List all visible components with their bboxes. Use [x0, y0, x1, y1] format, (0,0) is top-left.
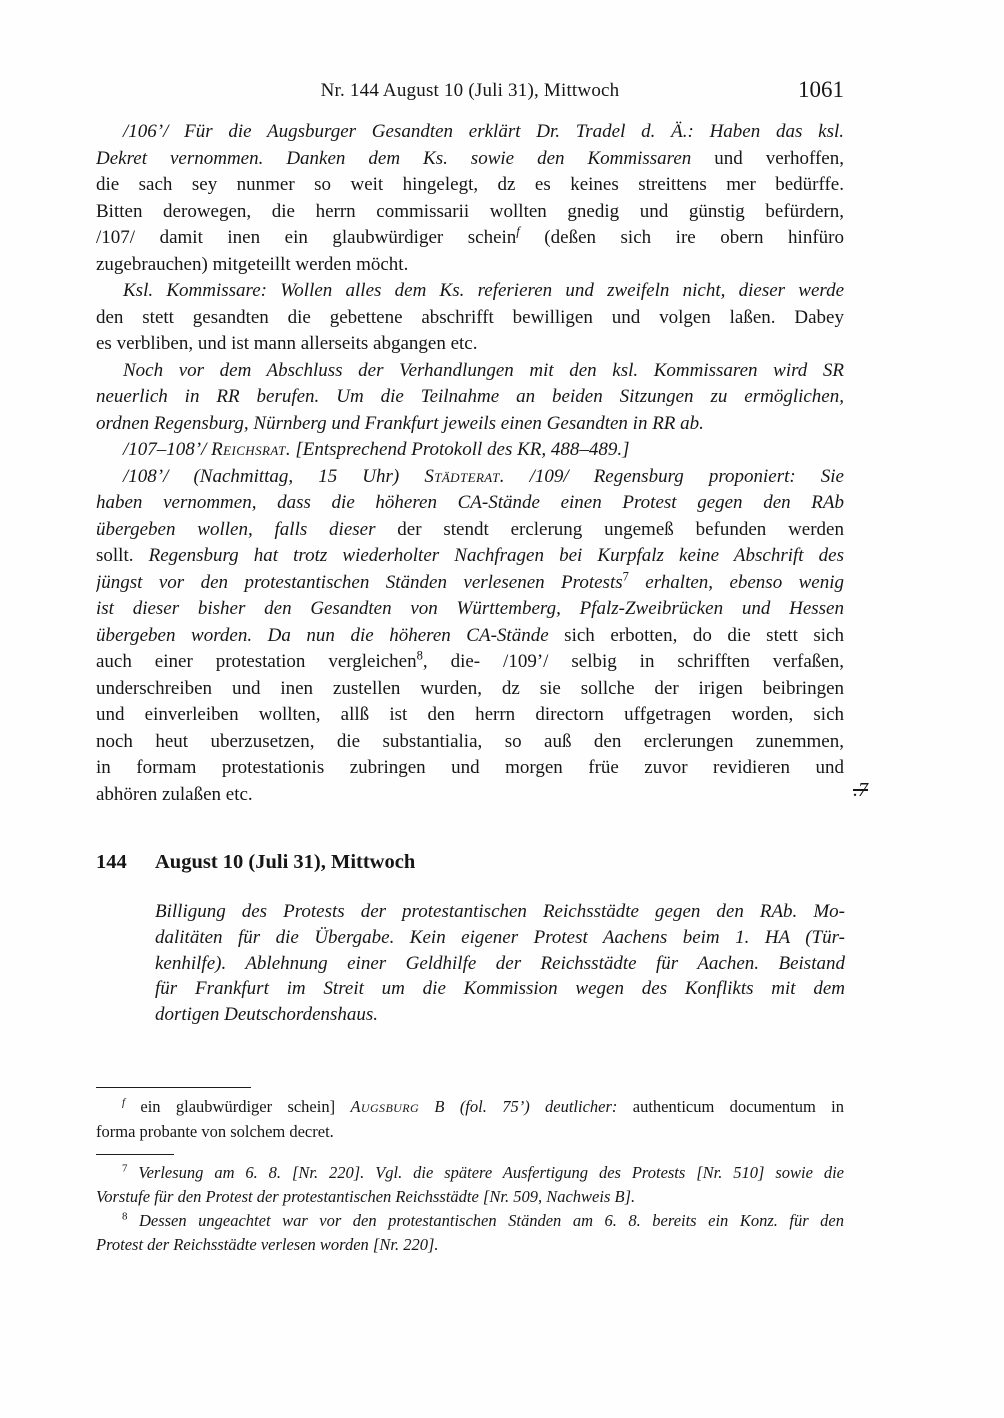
body-text-line [96, 649, 844, 676]
text-segment: B (fol. 75’) deutlicher: [419, 1097, 618, 1116]
body-text-line [96, 437, 844, 464]
marginal-crossed-seven-mark: .7 [853, 779, 868, 801]
text-segment: Dekret vernommen. Danken dem Ks. sowie den Kommissaren [96, 147, 692, 169]
text-segment: jüngst vor den protestantischen Ständen verlesenen Protests [96, 571, 623, 593]
text-segment: Noch vor dem Abschluss der Verhandlungen mit den ksl. Kommissaren wird SR [123, 359, 844, 381]
text-segment: noch heut uberzusetzen, die substantialia, so auß den erclerungen zunemmen, [96, 730, 844, 752]
page-number: 1061 [798, 77, 844, 102]
body-text-line [96, 358, 844, 385]
text-segment: zugebrauchen) mitgeteillt werden möcht. [96, 253, 409, 275]
body-text-line [96, 464, 844, 491]
text-segment: dalitäten für die Übergabe. Kein eigener Protest Aachens beim 1. HA (Tür- [155, 926, 845, 948]
text-segment: , die- /109’/ selbig in schrifften verfaßen, [422, 651, 844, 672]
text-segment: /107/ damit inen ein glaubwürdiger schein [96, 227, 517, 248]
summary-line [155, 925, 845, 951]
text-segment: forma probante von solchem decret. [96, 1121, 334, 1141]
commentary-footnote-line [96, 1233, 844, 1257]
body-text-line [96, 676, 844, 703]
body-text-line [96, 146, 844, 173]
body-text-line [96, 729, 844, 756]
body-text-line [96, 702, 844, 729]
text-segment: übergeben wollen, falls dieser [96, 518, 376, 540]
text-segment: 8 [416, 649, 423, 663]
summary-line [155, 899, 845, 925]
body-text-line [96, 331, 844, 358]
text-segment: (deßen sich ire obern hinfüro [519, 227, 844, 248]
main-text-block [96, 119, 844, 808]
text-segment: Protest der Reichsstädte verlesen worden [Nr. 220]. [96, 1235, 439, 1254]
section-number: 144 [96, 851, 127, 873]
text-segment: übergeben worden. Da nun die höheren CA-Stände [96, 624, 549, 646]
text-segment: Ksl. Kommissare: Wollen alles dem Ks. referieren und zweifeln nicht, dieser werde [123, 280, 844, 301]
body-text-line [96, 225, 844, 252]
text-segment: 7 [622, 569, 629, 584]
text-segment: für Frankfurt im Streit um die Kommission wegen des Konflikts mit dem [155, 978, 845, 1000]
text-segment: 8 [122, 1210, 128, 1223]
commentary-footnote-line [96, 1185, 844, 1209]
text-segment: in formam protestationis zubringen und morgen früe zuvor revidieren und [96, 757, 844, 778]
commentary-footnote-line [96, 1209, 844, 1233]
text-segment: sollt. [96, 545, 149, 566]
text-segment: erhalten, ebenso wenig [628, 571, 844, 593]
body-text-line [96, 755, 844, 782]
text-segment: Städterat [424, 465, 500, 487]
text-segment [127, 1211, 139, 1230]
text-segment: Billigung des Protests der protestantischen Reichsstädte gegen den RAb. Mo- [155, 901, 845, 922]
text-segment: auch einer protestation vergleichen [96, 651, 417, 672]
commentary-footnote-block [96, 1161, 844, 1257]
text-segment: sich erbotten, do die stett sich [548, 624, 844, 646]
text-segment: der stendt erclerung ungemeß befunden werden [375, 518, 844, 540]
running-header-title: Nr. 144 August 10 (Juli 31), Mittwoch [320, 80, 620, 101]
text-segment: /106’/ Für die Augsburger Gesandten erklärt Dr. Tradel d. Ä.: Haben das ksl. [123, 121, 844, 142]
body-text-line [96, 305, 844, 332]
text-segment: /108’/ (Nachmittag, 15 Uhr) [123, 465, 425, 487]
text-segment: Dessen ungeachtet war vor den protestantischen Ständen am 6. 8. bereits ein Konz. für den [138, 1211, 844, 1230]
text-segment: Regensburg hat trotz wiederholter Nachfragen bei Kurpfalz keine Abschrift des [148, 545, 844, 566]
apparatus-separator-rule [96, 1087, 251, 1088]
commentary-separator-rule [96, 1154, 174, 1155]
section-summary-block [155, 899, 845, 1028]
text-segment: den stett gesandten die gebettene abschrifft bewilligen und volgen laßen. Dabey [96, 306, 844, 328]
text-segment: haben vernommen, dass die höheren CA-Stände einen Protest gegen den RAb [96, 492, 844, 513]
text-segment: . /109/ Regensburg proponiert: Sie [499, 465, 844, 487]
body-text-line [96, 490, 844, 517]
commentary-footnote-line [96, 1161, 844, 1185]
text-segment: abhören zulaßen etc. [96, 783, 253, 805]
section-title: August 10 (Juli 31), Mittwoch [155, 851, 416, 873]
text-segment: dortigen Deutschordenshaus. [155, 1004, 379, 1026]
body-text-line [96, 517, 844, 544]
apparatus-footnote-line [96, 1095, 844, 1120]
text-segment: neuerlich in RR berufen. Um die Teilnahme an beiden Sitzungen zu ermöglichen, [96, 386, 844, 407]
text-segment: . [Entsprechend Protokoll des KR, 488–489.] [285, 439, 630, 460]
text-segment: ein glaubwürdiger schein] [125, 1097, 351, 1116]
text-segment: Bitten derowegen, die herrn commissarii wollten gnedig und günstig befürdern, [96, 200, 844, 222]
body-text-line [96, 543, 844, 570]
text-segment: 7 [122, 1162, 128, 1175]
body-text-line [96, 278, 844, 305]
text-segment: die sach sey nunmer so weit hingelegt, dz es keines streittens mer bedürffe. [96, 174, 844, 195]
summary-line [155, 1002, 845, 1028]
text-segment: Augsburg [350, 1097, 420, 1116]
body-text-line [96, 623, 844, 650]
text-segment: und verhoffen, [691, 147, 844, 169]
body-text-line [96, 411, 844, 438]
text-segment: es verbliben, und ist mann allerseits abgangen etc. [96, 333, 478, 354]
text-segment: Vorstufe für den Protest der protestantischen Reichsstädte [Nr. 509, Nachweis B]. [96, 1187, 636, 1206]
section-heading [96, 851, 844, 874]
summary-line [155, 951, 845, 977]
text-segment: und einverleiben wollten, allß ist den herrn directorn uffgetragen worden, sich [96, 704, 844, 725]
body-text-line [96, 172, 844, 199]
text-segment: ist dieser bisher den Gesandten von Württemberg, Pfalz-Zweibrücken und Hessen [96, 598, 844, 619]
apparatus-footnote-line [96, 1120, 844, 1145]
text-segment: Reichsrat [211, 439, 286, 460]
text-segment: Verlesung am 6. 8. [Nr. 220]. Vgl. die spätere Ausfertigung des Protests [Nr. 510] sowie die [138, 1163, 844, 1182]
body-text-line [96, 199, 844, 226]
body-text-line [96, 384, 844, 411]
text-segment: kenhilfe). Ablehnung einer Geldhilfe der Reichsstädte für Aachen. Beistand [155, 952, 845, 974]
summary-line [155, 976, 845, 1002]
body-text-line [96, 119, 844, 146]
text-segment: f [122, 1096, 126, 1109]
text-segment: /107–108’/ [123, 439, 212, 460]
text-segment: f [516, 225, 520, 239]
text-segment [127, 1163, 138, 1182]
running-header [96, 77, 844, 106]
text-segment: authenticum documentum in [617, 1097, 844, 1116]
text-segment: ordnen Regensburg, Nürnberg und Frankfurt jeweils einen Gesandten in RR ab. [96, 412, 704, 434]
body-text-line [96, 782, 844, 809]
text-segment: underschreiben und inen zustellen wurden, dz sie sollche der irigen beibringen [96, 677, 844, 699]
body-text-line [96, 252, 844, 279]
apparatus-footnote-block [96, 1095, 844, 1144]
body-text-line [96, 570, 844, 597]
body-text-line [96, 596, 844, 623]
